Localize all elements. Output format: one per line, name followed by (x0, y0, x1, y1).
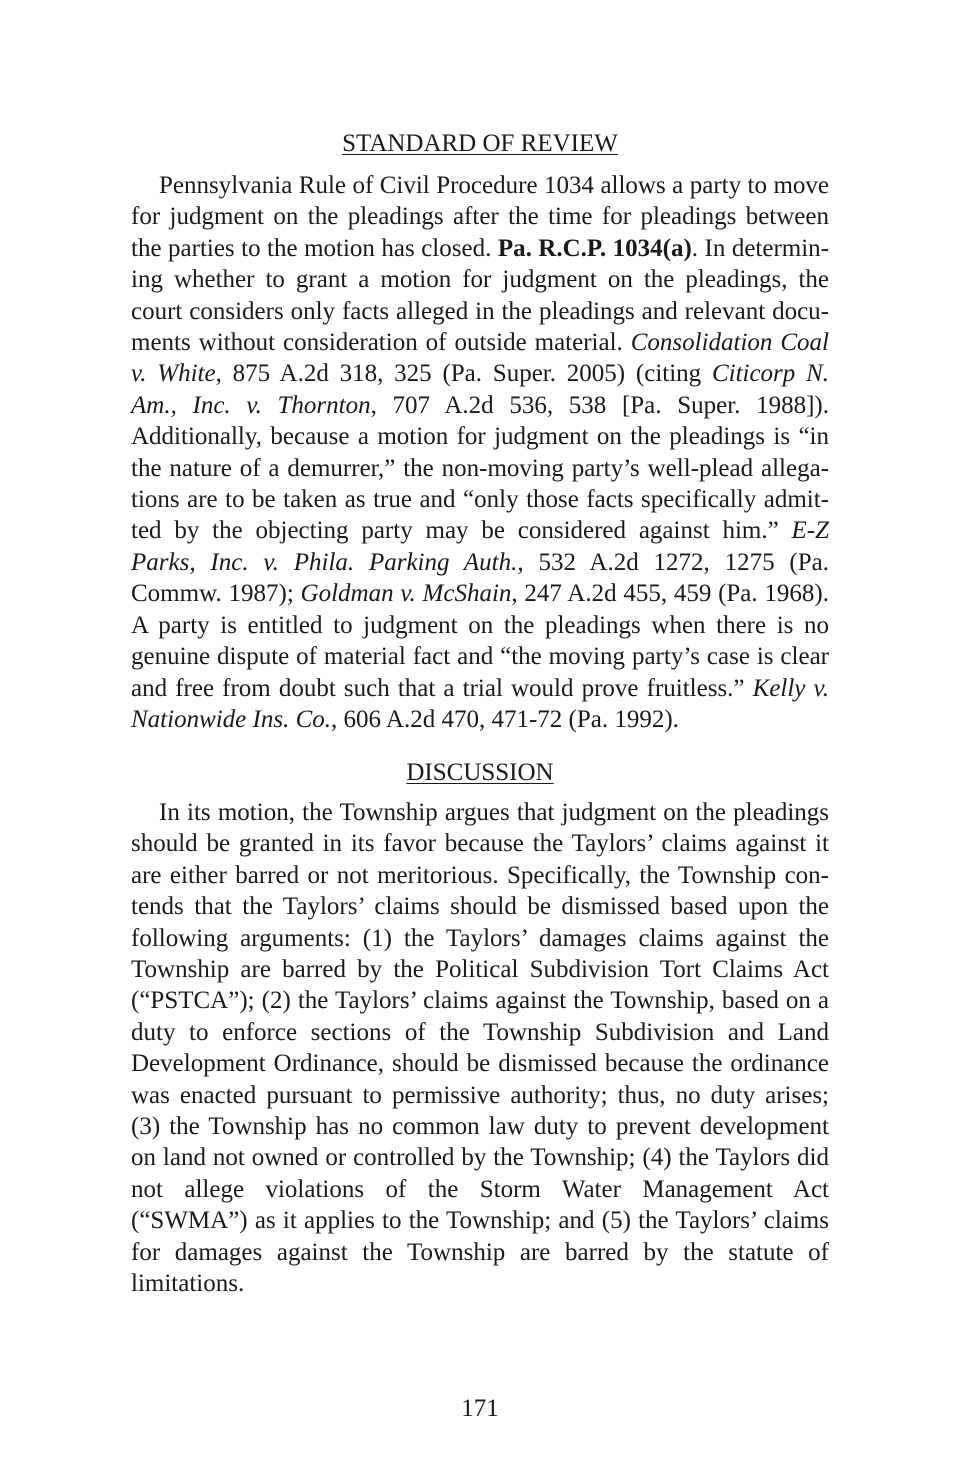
text-run: Pennsylvania Rule of Civil Procedure 1034 allows a party to move for judgment on the pleadings after the time for pleadings between the parties to the motion has closed. (131, 172, 829, 262)
paragraph-standard-of-review (131, 170, 829, 735)
heading-discussion: DISCUSSION (406, 759, 554, 786)
text-run: . In determining whether to grant a motion for judgment on the pleadings, the court considers only facts alleged in the pleadings and relevant documents without consideration of outside material. (131, 234, 829, 357)
text-run: , 875 A.2d 318, 325 (Pa. Super. 2005) (citing (215, 360, 712, 388)
case-name: Goldman v. McShain (300, 580, 512, 608)
case-name: Kelly v. Nationwide Ins. Co. (131, 674, 829, 733)
text-run: , 606 A.2d 470, 471-72 (Pa. 1992). (331, 705, 679, 733)
page-number: 171 (461, 1395, 499, 1422)
text-run: , 247 A.2d 455, 459 (Pa. 1968). A party is entitled to judgment on the pleadings when there is no genuine dispute of material fact and “the moving party’s case is clear and free from doubt such that a trial would prove fruitless.” (131, 580, 829, 702)
case-name: Consolidation Coal v. White (131, 329, 829, 388)
text-run: , 707 A.2d 536, 538 [Pa. Super. 1988]). Additionally, because a motion for judgment on the pleadings is “in the nature of a demurrer,” the non-moving party’s well-plead allegations are to be taken as true and “only those facts specifically admitted by the objecting party may be considered against him.” (131, 391, 829, 545)
case-name: E-Z Parks, Inc. v. Phila. Parking Auth. (131, 517, 829, 576)
case-name: Citicorp N. Am., Inc. v. Thornton (131, 360, 830, 419)
text-run: , 532 A.2d 1272, 1275 (Pa. Commw. 1987); (131, 548, 829, 608)
heading-standard-of-review: STANDARD OF REVIEW (342, 130, 618, 157)
paragraph-discussion: In its motion, the Township argues that judgment on the pleadings should be granted in its favor because the Taylors’ claims against it are either barred or not meritorious. Specifically, the Township contends that the Taylors’ claims should be dismissed based upon the following arguments: (1) the Taylors’ damages claims against the Township are barred by the Political Subdivision Tort Claims Act (“PSTCA”); (2) the Taylors’ claims against the Township, based on a duty to enforce sections of the Township Subdivision and Land Development Ordinance, should be dismissed because the ordinance was enacted pursuant to permissive authority; thus, no duty arises; (3) the Township has no common law duty to prevent development on land not owned or controlled by the Township; (4) the Taylors did not allege violations of the Storm Water Management Act (“SWMA”) as it applies to the Township; and (5) the Taylors’ claims for damages against the Township are barred by the statute of limitations. (131, 799, 829, 1298)
rule-citation: Pa. R.C.P. 1034(a) (497, 234, 692, 262)
